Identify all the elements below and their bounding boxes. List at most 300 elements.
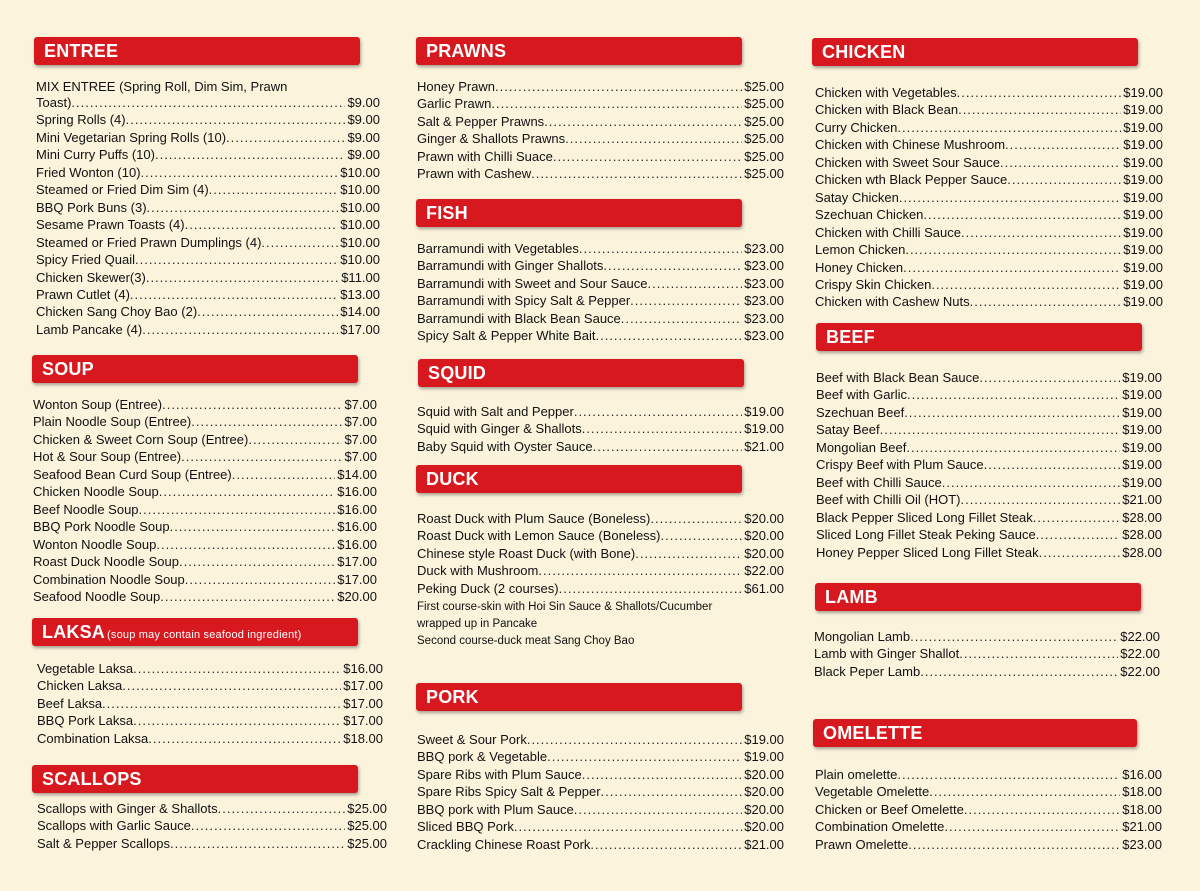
menu-item-name: Squid with Ginger & Shallots <box>417 421 582 437</box>
dot-leader <box>1007 171 1121 189</box>
dot-leader <box>181 448 342 466</box>
menu-item-price: $7.00 <box>344 414 377 430</box>
menu-item-price: $7.00 <box>344 449 377 465</box>
menu-item <box>36 216 380 234</box>
menu-item-name: Toast) <box>36 95 72 110</box>
menu-item-name: Plain omelette <box>815 767 898 782</box>
menu-item-price: $61.00 <box>744 580 784 596</box>
menu-item <box>36 111 380 129</box>
menu-item-name: Combination Noodle Soup <box>33 571 185 587</box>
menu-item <box>417 78 784 96</box>
menu-item-price: $10.00 <box>340 164 380 180</box>
menu-item-price: $17.00 <box>337 571 377 587</box>
menu-item-name: Chicken with Sweet Sour Sauce <box>815 154 1000 170</box>
dot-leader <box>979 369 1120 387</box>
menu-item-price: $25.00 <box>744 113 784 129</box>
menu-item-name: Szechuan Beef <box>816 404 905 420</box>
dot-leader <box>261 234 338 252</box>
dot-leader <box>958 101 1121 119</box>
menu-item-price: $18.00 <box>1122 784 1162 800</box>
dot-leader <box>961 224 1121 242</box>
menu-item-name: Chicken with Chilli Sauce <box>815 224 961 240</box>
menu-item-price: $17.00 <box>343 695 383 711</box>
menu-item-name: Salt & Pepper Prawns <box>417 113 545 129</box>
dot-leader <box>102 695 341 713</box>
menu-item-price: $18.00 <box>1122 801 1162 817</box>
menu-item <box>417 257 784 275</box>
menu-item-name: Garlic Prawn <box>417 96 492 112</box>
duck-note-3: Second course-duck meat Sang Choy Bao <box>417 635 635 647</box>
dot-leader <box>944 818 1120 836</box>
menu-item-name: Scallops with Ginger & Shallots <box>37 801 218 816</box>
menu-item-price: $25.00 <box>744 148 784 164</box>
dot-leader <box>908 836 1120 854</box>
dot-leader <box>880 421 1121 439</box>
dot-leader <box>218 800 346 818</box>
dot-leader <box>553 148 742 166</box>
dot-leader <box>197 303 338 321</box>
scallops-heading: SCALLOPS <box>32 765 358 793</box>
dot-leader <box>147 199 339 217</box>
menu-item-name: Chicken Sang Choy Bao (2) <box>36 304 198 320</box>
menu-item-name: Black Peper Lamb <box>814 663 921 679</box>
menu-item <box>417 438 784 456</box>
menu-item-price: $23.00 <box>744 241 784 256</box>
dot-leader <box>159 483 335 501</box>
menu-item-name: Curry Chicken <box>815 119 898 135</box>
menu-item-name: Satay Beef <box>816 422 880 438</box>
menu-item-price: $19.00 <box>1123 102 1163 118</box>
menu-item-price: $23.00 <box>744 328 784 344</box>
menu-item-price: $25.00 <box>744 166 784 182</box>
menu-item-name: Salt & Pepper Scallops <box>37 835 170 851</box>
menu-item-name: Wonton Soup (Entree) <box>33 397 163 412</box>
menu-item-price: $19.00 <box>1123 224 1163 240</box>
menu-item-price: $10.00 <box>340 252 380 268</box>
menu-item <box>815 259 1163 277</box>
menu-item <box>417 310 784 328</box>
menu-item <box>33 501 377 519</box>
menu-item <box>417 783 784 801</box>
menu-item-name: Peking Duck (2 courses) <box>417 580 559 596</box>
menu-item <box>37 660 383 678</box>
menu-item-name: BBQ pork with Plum Sauce <box>417 801 574 817</box>
menu-item <box>36 199 380 217</box>
dot-leader <box>559 580 743 598</box>
menu-item <box>815 84 1163 102</box>
duck-note-1: First course-skin with Hoi Sin Sauce & Shallots/Cucumber <box>417 601 713 613</box>
menu-item <box>37 800 387 818</box>
menu-item <box>417 818 784 836</box>
menu-item-price: $19.00 <box>744 749 784 765</box>
menu-item-price: $19.00 <box>1123 242 1163 258</box>
menu-item-price: $25.00 <box>347 801 387 816</box>
menu-item-name: Chicken with Black Bean <box>815 102 959 118</box>
menu-item <box>815 189 1163 207</box>
menu-item-price: $9.00 <box>347 95 380 110</box>
laksa-title: LAKSA <box>42 622 105 642</box>
menu-item <box>417 403 784 421</box>
dot-leader <box>1039 544 1121 562</box>
menu-item <box>816 491 1162 509</box>
dot-leader <box>897 119 1121 137</box>
menu-item <box>816 421 1162 439</box>
menu-item-name: Roast Duck Noodle Soup <box>33 554 179 570</box>
menu-item <box>37 712 383 730</box>
menu-item <box>417 766 784 784</box>
menu-item-name: Barramundi with Spicy Salt & Pepper <box>417 293 631 309</box>
menu-item <box>37 835 387 853</box>
menu-item <box>417 527 784 545</box>
dot-leader <box>621 310 742 328</box>
menu-item <box>33 588 377 606</box>
dot-leader <box>970 293 1122 311</box>
menu-item-price: $14.00 <box>337 466 377 482</box>
menu-item <box>815 836 1162 854</box>
menu-item-price: $10.00 <box>340 217 380 233</box>
menu-item <box>417 836 784 854</box>
menu-item-price: $19.00 <box>1123 137 1163 153</box>
menu-item <box>37 817 387 835</box>
menu-item-name: Prawn with Chilli Suace <box>417 148 553 164</box>
duck-note-2: wrapped up in Pancake <box>417 618 538 630</box>
menu-item-price: $20.00 <box>744 819 784 835</box>
menu-item <box>815 119 1163 137</box>
menu-item-price: $23.00 <box>1122 836 1162 852</box>
menu-item-name: Szechuan Chicken <box>815 207 924 223</box>
menu-item <box>36 94 380 112</box>
menu-item-name: Spicy Salt & Pepper White Bait <box>417 328 596 344</box>
menu-item <box>37 695 383 713</box>
dot-leader <box>904 404 1120 422</box>
menu-item-price: $20.00 <box>744 766 784 782</box>
menu-item-price: $16.00 <box>337 536 377 552</box>
menu-item-name: BBQ Pork Noodle Soup <box>33 519 170 535</box>
menu-item-name: Prawn with Cashew <box>417 166 532 182</box>
omelette-heading: OMELETTE <box>813 719 1137 747</box>
menu-item <box>816 386 1162 404</box>
menu-item-name: Beef with Chilli Oil (HOT) <box>816 492 961 508</box>
menu-item-name: Spare Ribs Spicy Salt & Pepper <box>417 784 601 800</box>
menu-item-price: $19.00 <box>744 421 784 437</box>
fish-heading: FISH <box>416 199 742 227</box>
menu-item <box>33 518 377 536</box>
menu-item-price: $7.00 <box>344 397 377 412</box>
menu-item-price: $28.00 <box>1122 544 1162 560</box>
menu-item-price: $19.00 <box>1123 85 1163 100</box>
dot-leader <box>959 645 1118 663</box>
menu-item-name: Chicken with Vegetables <box>815 85 957 100</box>
menu-item-name: Mongolian Beef <box>816 439 907 455</box>
dot-leader <box>603 257 742 275</box>
dot-leader <box>162 396 342 414</box>
menu-item-price: $19.00 <box>1123 189 1163 205</box>
dot-leader <box>146 269 339 287</box>
dot-leader <box>565 130 742 148</box>
menu-item-name: Barramundi with Ginger Shallots <box>417 258 604 274</box>
menu-item-name: Lamb with Ginger Shallot <box>814 646 960 662</box>
menu-item <box>33 431 377 449</box>
menu-item-name: Beef Laksa <box>37 695 103 711</box>
menu-item-price: $20.00 <box>744 511 784 526</box>
menu-item-price: $19.00 <box>1123 259 1163 275</box>
menu-item-price: $19.00 <box>744 732 784 747</box>
menu-item-price: $19.00 <box>1123 119 1163 135</box>
menu-item-price: $20.00 <box>337 588 377 604</box>
menu-item <box>815 101 1163 119</box>
menu-item <box>815 154 1163 172</box>
menu-item-name: Ginger & Shallots Prawns <box>417 131 566 147</box>
dot-leader <box>179 553 335 571</box>
menu-item-price: $23.00 <box>744 258 784 274</box>
soup-heading: SOUP <box>32 355 358 383</box>
menu-item-name: Chicken or Beef Omelette <box>815 801 964 817</box>
menu-item-name: Crispy Skin Chicken <box>815 276 932 292</box>
menu-item-name: Chinese style Roast Duck (with Bone) <box>417 545 636 561</box>
dot-leader <box>582 420 742 438</box>
menu-item-name: Fried Wonton (10) <box>36 164 141 180</box>
menu-item <box>816 369 1162 387</box>
menu-item-price: $19.00 <box>1123 172 1163 188</box>
dot-leader <box>1036 526 1121 544</box>
menu-item-name: Spring Rolls (4) <box>36 112 126 128</box>
menu-item <box>417 148 784 166</box>
dot-leader <box>538 562 742 580</box>
dot-leader <box>897 766 1120 784</box>
dot-leader <box>957 84 1122 102</box>
menu-item-price: $18.00 <box>343 730 383 746</box>
prawns-heading: PRAWNS <box>416 37 742 65</box>
menu-item-price: $23.00 <box>744 275 784 291</box>
menu-item-name: Sliced BBQ Pork <box>417 819 514 835</box>
menu-item <box>816 509 1162 527</box>
menu-item-price: $22.00 <box>744 563 784 579</box>
menu-item <box>417 420 784 438</box>
dot-leader <box>135 251 338 269</box>
menu-item-price: $9.00 <box>347 147 380 163</box>
menu-item-price: $16.00 <box>337 519 377 535</box>
dot-leader <box>527 731 742 749</box>
menu-item-name: Steamed or Fried Dim Sim (4) <box>36 182 209 198</box>
menu-item <box>33 571 377 589</box>
menu-item-price: $22.00 <box>1120 663 1160 679</box>
menu-item-price: $23.00 <box>744 310 784 326</box>
menu-item-name: Hot & Sour Soup (Entree) <box>33 449 182 465</box>
dot-leader <box>574 801 742 819</box>
menu-item-price: $22.00 <box>1120 629 1160 644</box>
menu-item-name: Prawn Cutlet (4) <box>36 286 130 302</box>
dot-leader <box>582 766 742 784</box>
dot-leader <box>142 321 338 339</box>
dot-leader <box>185 216 339 234</box>
menu-item-name: Sweet & Sour Pork <box>417 732 527 747</box>
dot-leader <box>544 113 742 131</box>
dot-leader <box>495 78 742 96</box>
menu-item-price: $23.00 <box>744 293 784 309</box>
menu-item <box>33 448 377 466</box>
dot-leader <box>964 801 1120 819</box>
menu-item-price: $10.00 <box>340 234 380 250</box>
pork-heading: PORK <box>416 683 742 711</box>
dot-leader <box>248 431 342 449</box>
beef-heading: BEEF <box>816 323 1142 351</box>
menu-item-name: Seafood Bean Curd Soup (Entree) <box>33 466 232 482</box>
menu-item <box>816 526 1162 544</box>
menu-item-name: Combination Omelette <box>815 819 945 835</box>
menu-item <box>815 766 1162 784</box>
menu-item-name: Barramundi with Vegetables <box>417 241 579 256</box>
menu-item <box>816 456 1162 474</box>
menu-item-name: Crispy Beef with Plum Sauce <box>816 457 984 473</box>
dot-leader <box>139 501 336 519</box>
menu-item <box>36 286 380 304</box>
dot-leader <box>531 165 742 183</box>
menu-item <box>36 303 380 321</box>
dot-leader <box>910 628 1118 646</box>
menu-item <box>815 206 1163 224</box>
menu-item <box>814 645 1160 663</box>
menu-item-name: Seafood Noodle Soup <box>33 588 161 604</box>
dot-leader <box>942 474 1121 492</box>
menu-item-name: Mongolian Lamb <box>814 629 911 644</box>
menu-item <box>33 536 377 554</box>
menu-item-price: $16.00 <box>343 661 383 676</box>
menu-item <box>815 171 1163 189</box>
menu-item-price: $17.00 <box>343 713 383 729</box>
menu-item-price: $25.00 <box>744 131 784 147</box>
menu-item <box>417 580 784 598</box>
menu-item-price: $16.00 <box>337 484 377 500</box>
dot-leader <box>960 491 1120 509</box>
lamb-heading: LAMB <box>815 583 1141 611</box>
dot-leader <box>226 129 345 147</box>
menu-item-price: $19.00 <box>1123 276 1163 292</box>
squid-heading: SQUID <box>418 359 744 387</box>
menu-item-name: Chicken & Sweet Corn Soup (Entree) <box>33 431 249 447</box>
menu-item <box>36 251 380 269</box>
dot-leader <box>929 783 1120 801</box>
dot-leader <box>122 677 341 695</box>
menu-item <box>33 553 377 571</box>
dot-leader <box>1033 509 1120 527</box>
menu-item-name: Roast Duck with Plum Sauce (Boneless) <box>417 511 651 526</box>
menu-item-name: BBQ Pork Buns (3) <box>36 199 147 215</box>
menu-item <box>33 396 377 414</box>
menu-item <box>37 730 383 748</box>
menu-item <box>815 801 1162 819</box>
menu-item-price: $19.00 <box>1123 207 1163 223</box>
menu-item <box>815 224 1163 242</box>
menu-item-price: $20.00 <box>744 801 784 817</box>
menu-item-price: $16.00 <box>337 501 377 517</box>
dot-leader <box>156 536 335 554</box>
dot-leader <box>491 95 742 113</box>
menu-item <box>417 545 784 563</box>
dot-leader <box>160 588 335 606</box>
menu-item-name: Steamed or Fried Prawn Dumplings (4) <box>36 234 262 250</box>
menu-item-price: $25.00 <box>744 96 784 112</box>
menu-item-name: Beef Noodle Soup <box>33 501 139 517</box>
menu-item-price: $19.00 <box>744 404 784 419</box>
menu-item-price: $17.00 <box>343 678 383 694</box>
menu-item-price: $19.00 <box>1122 404 1162 420</box>
menu-item <box>417 95 784 113</box>
dot-leader <box>148 730 341 748</box>
menu-item-price: $19.00 <box>1122 370 1162 385</box>
menu-item-name: Prawn Omelette <box>815 836 909 852</box>
menu-item-price: $17.00 <box>337 554 377 570</box>
menu-item-name: Lemon Chicken <box>815 242 906 258</box>
menu-item-price: $20.00 <box>744 784 784 800</box>
dot-leader <box>1000 154 1121 172</box>
menu-item <box>815 241 1163 259</box>
menu-item-name: Beef with Chilli Sauce <box>816 474 942 490</box>
chicken-heading: CHICKEN <box>812 38 1138 66</box>
menu-item-name: BBQ pork & Vegetable <box>417 749 548 765</box>
menu-item <box>816 439 1162 457</box>
dot-leader <box>579 240 742 258</box>
menu-item <box>37 677 383 695</box>
dot-leader <box>931 276 1121 294</box>
menu-item <box>815 276 1163 294</box>
duck-heading: DUCK <box>416 465 742 493</box>
menu-item-name: Sliced Long Fillet Steak Peking Sauce <box>816 527 1036 543</box>
menu-item-name: Squid with Salt and Pepper <box>417 404 574 419</box>
menu-item <box>815 293 1163 311</box>
menu-item <box>816 404 1162 422</box>
menu-item <box>36 164 380 182</box>
dot-leader <box>209 181 339 199</box>
menu-item <box>417 113 784 131</box>
menu-item <box>417 165 784 183</box>
menu-item <box>417 562 784 580</box>
entree-mix-line: MIX ENTREE (Spring Roll, Dim Sim, Prawn <box>36 79 288 94</box>
menu-item <box>417 731 784 749</box>
dot-leader <box>920 663 1118 681</box>
dot-leader <box>899 189 1121 207</box>
dot-leader <box>907 386 1120 404</box>
menu-item-price: $19.00 <box>1122 474 1162 490</box>
menu-item-price: $19.00 <box>1122 422 1162 438</box>
menu-item-price: $19.00 <box>1122 439 1162 455</box>
menu-item <box>815 136 1163 154</box>
menu-item-price: $28.00 <box>1122 527 1162 543</box>
menu-item-name: Roast Duck with Lemon Sauce (Boneless) <box>417 528 661 544</box>
menu-item <box>33 413 377 431</box>
menu-item-name: Sesame Prawn Toasts (4) <box>36 217 185 233</box>
menu-item-name: Combination Laksa <box>37 730 149 746</box>
menu-item-price: $21.00 <box>744 836 784 852</box>
dot-leader <box>141 164 339 182</box>
dot-leader <box>191 413 342 431</box>
menu-item <box>814 663 1160 681</box>
menu-item-name: Satay Chicken <box>815 189 899 205</box>
menu-item-name: Duck with Mushroom <box>417 563 539 579</box>
menu-item <box>33 466 377 484</box>
dot-leader <box>71 94 345 112</box>
dot-leader <box>635 545 742 563</box>
menu-item-name: Lamb Pancake (4) <box>36 321 143 337</box>
menu-item-name: Scallops with Garlic Sauce <box>37 818 191 834</box>
menu-item-name: Baby Squid with Oyster Sauce <box>417 438 593 454</box>
menu-item-name: Chicken Skewer(3) <box>36 269 146 285</box>
dot-leader <box>232 466 335 484</box>
dot-leader <box>133 660 341 678</box>
dot-leader <box>630 292 742 310</box>
dot-leader <box>903 259 1121 277</box>
menu-item-price: $19.00 <box>1122 457 1162 473</box>
menu-item <box>33 483 377 501</box>
